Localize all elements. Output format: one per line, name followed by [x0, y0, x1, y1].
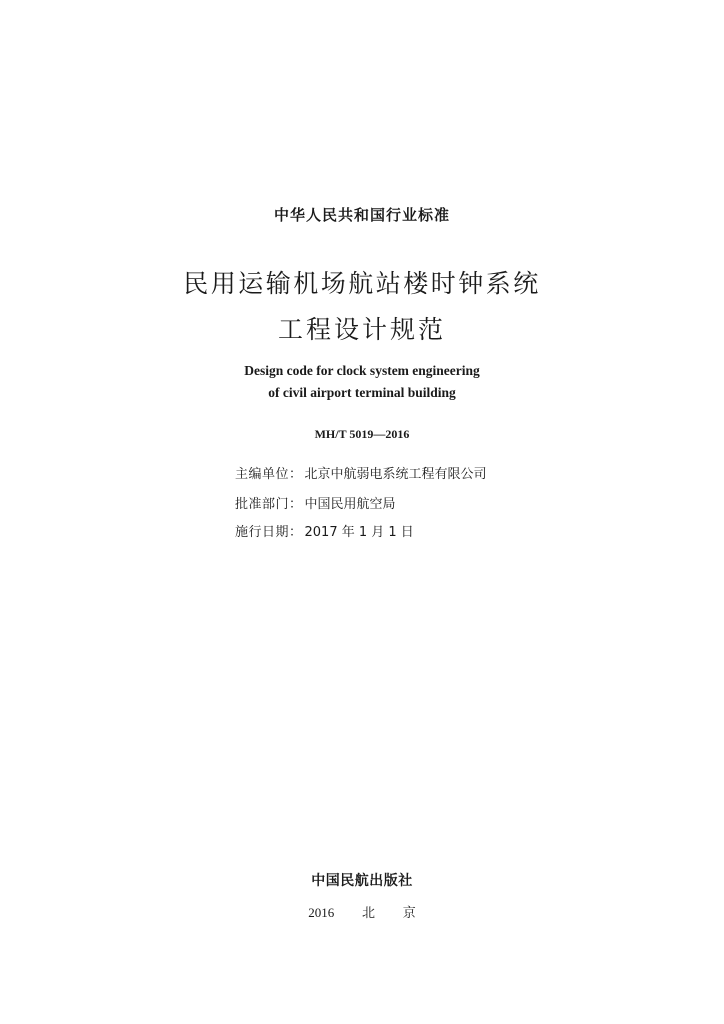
meta-value: 2017 年 1 月 1 日	[304, 525, 414, 540]
meta-row-effective-date	[235, 521, 414, 540]
meta-row-approver	[235, 493, 396, 512]
document-title-line-2: 工程设计规范	[277, 315, 446, 344]
meta-label: 施行日期：	[235, 525, 303, 540]
meta-label: 批准部门：	[235, 497, 303, 512]
publisher-name: 中国民航出版社	[311, 873, 413, 889]
english-title-line-1: Design code for clock system engineering	[244, 363, 480, 378]
meta-row-editor	[235, 463, 487, 482]
document-title-line-1: 民用运输机场航站楼时钟系统	[183, 269, 541, 298]
standard-number: MH/T 5019—2016	[314, 427, 410, 441]
meta-value: 中国民用航空局	[304, 497, 396, 512]
meta-value: 北京中航弱电系统工程有限公司	[304, 467, 487, 482]
publication-year-place: 2016 北 京	[308, 905, 416, 920]
standard-series-label: 中华人民共和国行业标准	[273, 206, 450, 224]
meta-label: 主编单位：	[235, 467, 303, 482]
english-title-line-2: of civil airport terminal building	[268, 385, 456, 400]
